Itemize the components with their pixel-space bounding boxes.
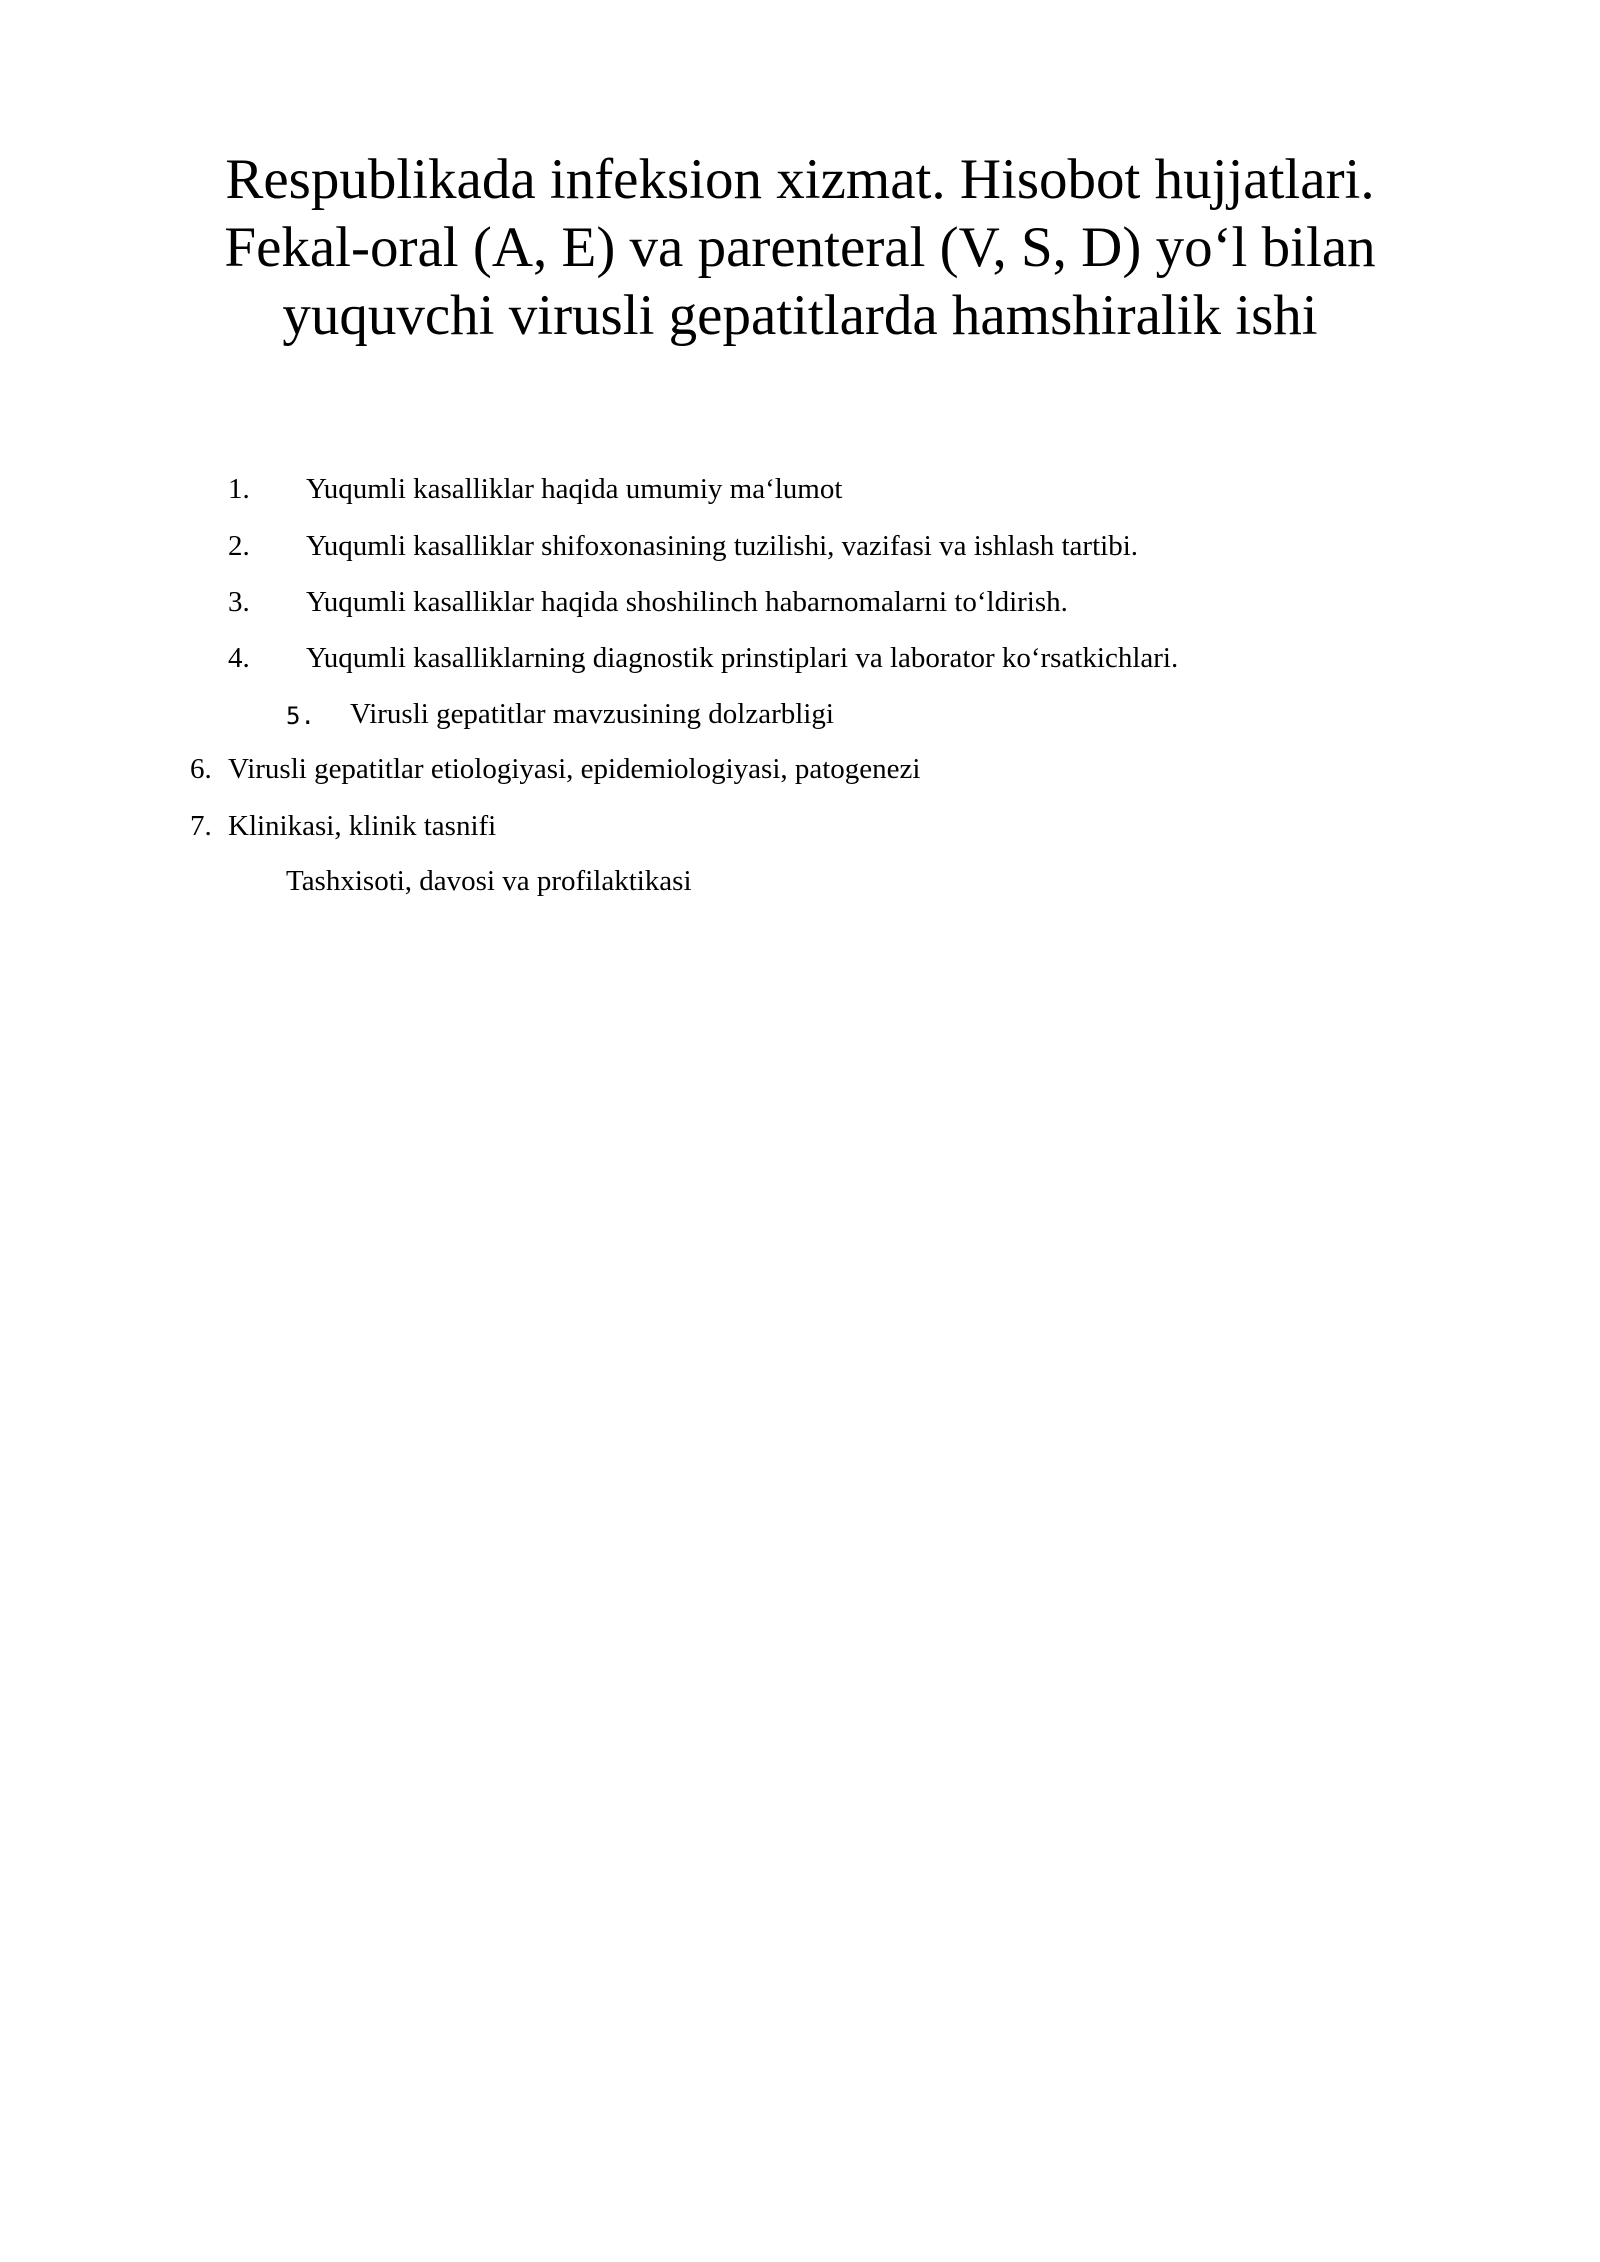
list-item-number: 5. bbox=[286, 702, 315, 730]
list-item-number: 6. bbox=[190, 753, 212, 785]
list-item-text: Virusli gepatitlar etiologiyasi, epidemiologiyasi, patogenezi bbox=[228, 753, 921, 785]
list-item-text: Tashxisoti, davosi va profilaktikasi bbox=[286, 865, 692, 897]
document-title bbox=[200, 146, 1400, 350]
title-line: Respublikada infeksion xizmat. Hisobot hujjatlari. bbox=[225, 148, 1375, 211]
list-item-text: Yuqumli kasalliklar haqida shoshilinch habarnomalarni to‘ldirish. bbox=[306, 586, 1068, 618]
list-item-number: 1. bbox=[228, 473, 250, 505]
list-item-number: 2. bbox=[228, 530, 250, 562]
list-item-number: 3. bbox=[228, 586, 250, 618]
list-item-text: Yuqumli kasalliklar shifoxonasining tuzilishi, vazifasi va ishlash tartibi. bbox=[306, 530, 1139, 562]
list-item-number: 7. bbox=[190, 810, 212, 842]
title-line: Fekal-oral (A, E) va parenteral (V, S, D) yo‘l bilan bbox=[224, 216, 1376, 279]
list-item-text: Virusli gepatitlar mavzusining dolzarbligi bbox=[350, 698, 834, 730]
title-line: yuquvchi virusli gepatitlarda hamshiralik ishi bbox=[282, 284, 1318, 347]
list-item-text: Yuqumli kasalliklar haqida umumiy ma‘lumot bbox=[306, 473, 843, 505]
list-item-number: 4. bbox=[228, 642, 250, 674]
list-item-text: Klinikasi, klinik tasnifi bbox=[228, 810, 497, 842]
list-item-text: Yuqumli kasalliklarning diagnostik prinstiplari va laborator ko‘rsatkichlari. bbox=[306, 642, 1179, 674]
